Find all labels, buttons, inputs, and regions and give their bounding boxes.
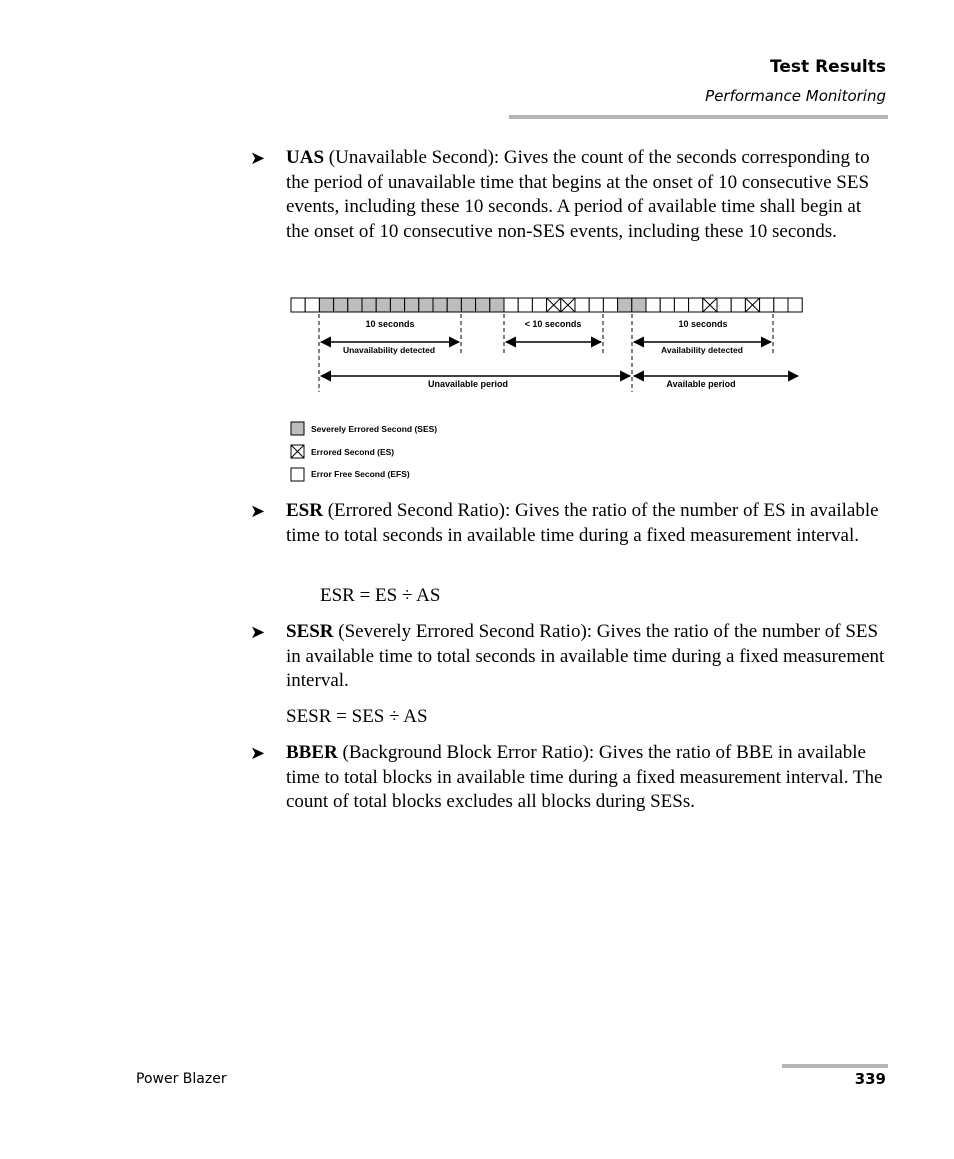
bullet-text bbox=[286, 620, 886, 694]
unavailability-detected-label: Unavailability detected bbox=[342, 345, 436, 355]
esr-formula: ESR = ES ÷ AS bbox=[320, 585, 441, 606]
page-number: 339 bbox=[854, 1070, 886, 1088]
second-cell-efs bbox=[689, 298, 703, 312]
second-cell-efs bbox=[788, 298, 802, 312]
footer-rule bbox=[782, 1064, 888, 1068]
second-cell-ses bbox=[362, 298, 376, 312]
bullet-term: UAS bbox=[286, 147, 325, 168]
legend-efs-label: Error Free Second (EFS) bbox=[311, 469, 410, 479]
second-cell-efs bbox=[717, 298, 731, 312]
ten-seconds-label: 10 seconds bbox=[365, 319, 415, 329]
second-cell-ses bbox=[447, 298, 461, 312]
bullet-term: SESR bbox=[286, 621, 334, 642]
legend-ses-label: Severely Errored Second (SES) bbox=[311, 424, 438, 434]
second-cell-ses bbox=[461, 298, 475, 312]
bullet-text bbox=[286, 741, 886, 815]
bullet-text bbox=[286, 146, 886, 244]
second-cell-efs bbox=[532, 298, 546, 312]
header-rule bbox=[509, 115, 888, 119]
second-cell-efs bbox=[589, 298, 603, 312]
bullet-description: (Severely Errored Second Ratio): Gives the ratio of the number of SES in available time to total seconds in available time during a fixed measurement interval. bbox=[286, 621, 885, 692]
second-cell-efs bbox=[646, 298, 660, 312]
section-subtitle: Performance Monitoring bbox=[705, 87, 886, 105]
second-cell-efs bbox=[504, 298, 518, 312]
second-cell-ses bbox=[419, 298, 433, 312]
arrow-bullet-icon: ➤ bbox=[250, 743, 266, 764]
efs-swatch bbox=[291, 468, 304, 481]
legend-es-label: Errored Second (ES) bbox=[311, 447, 395, 457]
bullet-text bbox=[286, 499, 886, 548]
second-cell-efs bbox=[774, 298, 788, 312]
second-cell-efs bbox=[731, 298, 745, 312]
second-cell-ses bbox=[348, 298, 362, 312]
second-cell-ses bbox=[476, 298, 490, 312]
second-cell-ses bbox=[632, 298, 646, 312]
second-cell-efs bbox=[760, 298, 774, 312]
second-cell-efs bbox=[660, 298, 674, 312]
seconds-timeline bbox=[291, 298, 802, 312]
second-cell-ses bbox=[376, 298, 390, 312]
uas-timing-diagram bbox=[282, 288, 812, 488]
availability-detected-label: Availability detected bbox=[661, 345, 743, 355]
second-cell-efs bbox=[674, 298, 688, 312]
second-cell-efs bbox=[603, 298, 617, 312]
available-period-label: Available period bbox=[666, 379, 736, 389]
second-cell-efs bbox=[291, 298, 305, 312]
sesr-formula: SESR = SES ÷ AS bbox=[286, 706, 428, 727]
less-ten-seconds-label: < 10 seconds bbox=[524, 319, 582, 329]
section-title: Test Results bbox=[770, 57, 886, 77]
bullet-term: BBER bbox=[286, 742, 338, 763]
bullet-description: (Background Block Error Ratio): Gives the ratio of BBE in available time to total blocks in available time during a fixed measurement interval. The count of total blocks excludes all blocks during SESs. bbox=[286, 742, 883, 813]
ten-seconds-label-2: 10 seconds bbox=[678, 319, 728, 329]
second-cell-ses bbox=[334, 298, 348, 312]
second-cell-ses bbox=[405, 298, 419, 312]
bullet-description: (Unavailable Second): Gives the count of the seconds corresponding to the period of unavailable time that begins at the onset of 10 consecutive SES events, including these 10 seconds. A period of available time shall begin at the onset of 10 consecutive non-SES events, including these 10 seconds. bbox=[286, 147, 870, 242]
second-cell-ses bbox=[390, 298, 404, 312]
second-cell-efs bbox=[305, 298, 319, 312]
second-cell-efs bbox=[575, 298, 589, 312]
second-cell-ses bbox=[490, 298, 504, 312]
unavailable-period-label: Unavailable period bbox=[427, 379, 509, 389]
second-cell-ses bbox=[433, 298, 447, 312]
product-name: Power Blazer bbox=[136, 1071, 227, 1087]
legend bbox=[291, 422, 437, 481]
ses-swatch bbox=[291, 422, 304, 435]
second-cell-ses bbox=[319, 298, 333, 312]
arrow-bullet-icon: ➤ bbox=[250, 501, 266, 522]
arrow-bullet-icon: ➤ bbox=[250, 622, 266, 643]
arrow-bullet-icon: ➤ bbox=[250, 148, 266, 169]
bullet-description: (Errored Second Ratio): Gives the ratio of the number of ES in available time to total seconds in available time during a fixed measurement interval. bbox=[286, 500, 879, 546]
second-cell-efs bbox=[518, 298, 532, 312]
bullet-term: ESR bbox=[286, 500, 323, 521]
second-cell-ses bbox=[618, 298, 632, 312]
